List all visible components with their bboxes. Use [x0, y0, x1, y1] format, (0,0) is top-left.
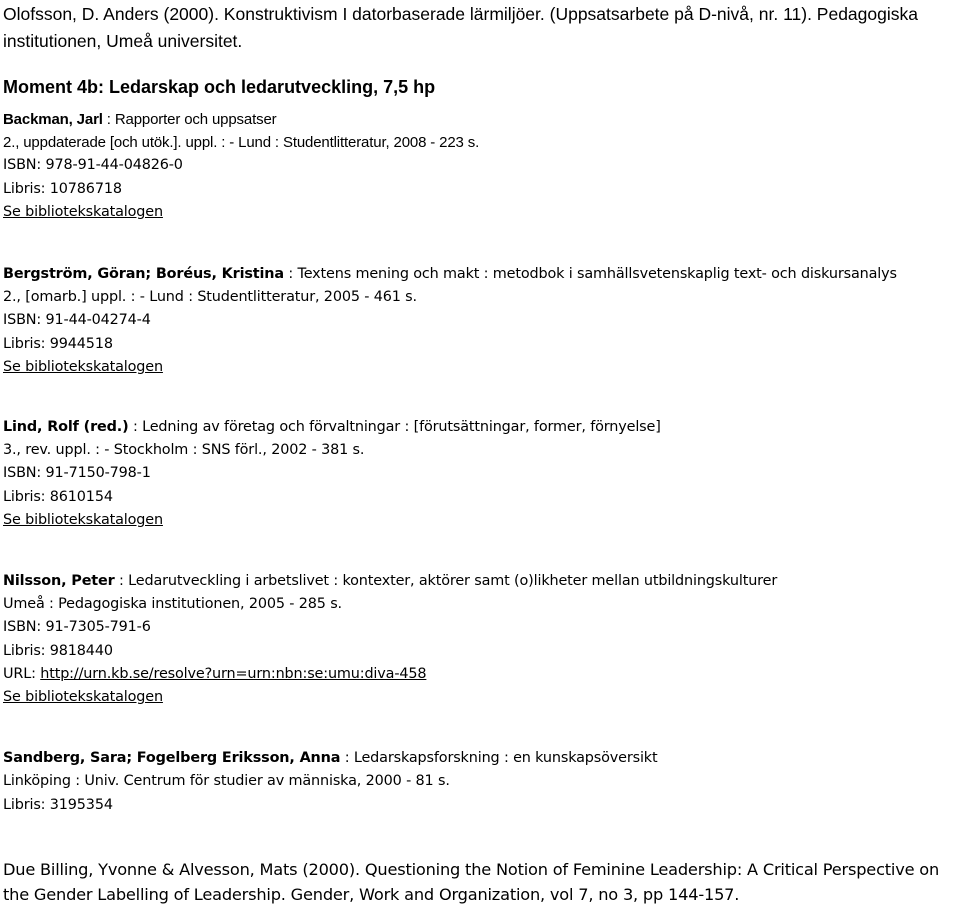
entry-author: Bergström, Göran; Boréus, Kristina: [3, 266, 284, 283]
entry-libris: Libris: 3195354: [3, 796, 113, 813]
entry-libris: Libris: 9818440: [3, 642, 113, 659]
entry-author: Lind, Rolf (red.): [3, 419, 129, 436]
entry-libris: Libris: 8610154: [3, 488, 113, 505]
catalog-link[interactable]: Se bibliotekskatalogen: [3, 203, 163, 220]
entry-author: Sandberg, Sara; Fogelberg Eriksson, Anna: [3, 750, 341, 767]
catalog-link[interactable]: Se bibliotekskatalogen: [3, 689, 163, 706]
entry-title-line: [3, 747, 958, 770]
url-link[interactable]: http://urn.kb.se/resolve?urn=urn:nbn:se:umu:diva-458: [40, 665, 427, 682]
entry-libris: Libris: 10786718: [3, 180, 122, 197]
entry-isbn: ISBN: 91-44-04274-4: [3, 312, 151, 329]
entry-title: : Ledarutveckling i arbetslivet : kontexter, aktörer samt (o)likheter mellan utbildningskulturer: [114, 573, 778, 590]
entry-title-line: [3, 108, 958, 131]
intro-citation: Olofsson, D. Anders (2000). Konstruktivism I datorbaserade lärmiljöer. (Uppsatsarbete på D-nivå, nr. 11). Pedagogiska institutionen, Umeå universitet.: [3, 4, 918, 51]
catalog-link[interactable]: Se bibliotekskatalogen: [3, 358, 163, 375]
entry-author: Nilsson, Peter: [3, 573, 115, 590]
closing-citation: Due Billing, Yvonne & Alvesson, Mats (2000). Questioning the Notion of Feminine Leadership: A Critical Perspective on the Gender Labelling of Leadership. Gender, Work and Organization, vol 7, no 3, pp 144-157.: [3, 859, 940, 904]
reference-entry-backman: [3, 108, 958, 224]
entry-title-line: [3, 570, 958, 593]
reading-list: [3, 0, 958, 907]
entry-isbn: ISBN: 978-91-44-04826-0: [3, 157, 183, 174]
entry-title-line: [3, 263, 958, 286]
entry-edition: 2., uppdaterade [och utök.]. uppl. : - Lund : Studentlitteratur, 2008 - 223 s.: [3, 134, 480, 152]
entry-edition: 2., [omarb.] uppl. : - Lund : Studentlitteratur, 2005 - 461 s.: [3, 289, 417, 306]
entry-title: : Textens mening och makt : metodbok i samhällsvetenskaplig text- och diskursanalys: [283, 266, 897, 283]
entry-title: : Rapporter och uppsatser: [102, 111, 277, 128]
url-label: URL:: [3, 665, 41, 682]
entry-title-line: [3, 416, 958, 439]
entry-author: Backman, Jarl: [3, 111, 103, 128]
reference-entry-bergstrom: [3, 263, 958, 379]
entry-title: : Ledarskapsforskning : en kunskapsöversikt: [340, 750, 658, 767]
reference-entry-lind: [3, 416, 958, 532]
entry-isbn: ISBN: 91-7305-791-6: [3, 619, 151, 636]
entry-edition: 3., rev. uppl. : - Stockholm : SNS förl., 2002 - 381 s.: [3, 442, 365, 459]
catalog-link[interactable]: Se bibliotekskatalogen: [3, 511, 163, 528]
reference-entry-nilsson: [3, 570, 958, 709]
reference-entry-sandberg: [3, 747, 958, 817]
entry-edition: Linköping : Univ. Centrum för studier av människa, 2000 - 81 s.: [3, 773, 450, 790]
entry-isbn: ISBN: 91-7150-798-1: [3, 465, 151, 482]
entry-title: : Ledning av företag och förvaltningar : [förutsättningar, former, förnyelse]: [128, 419, 661, 436]
entry-url-line: [3, 663, 958, 686]
entry-libris: Libris: 9944518: [3, 335, 113, 352]
entry-edition: Umeå : Pedagogiska institutionen, 2005 - 285 s.: [3, 596, 342, 613]
moment-heading: Moment 4b: Ledarskap och ledarutveckling, 7,5 hp: [3, 77, 436, 97]
